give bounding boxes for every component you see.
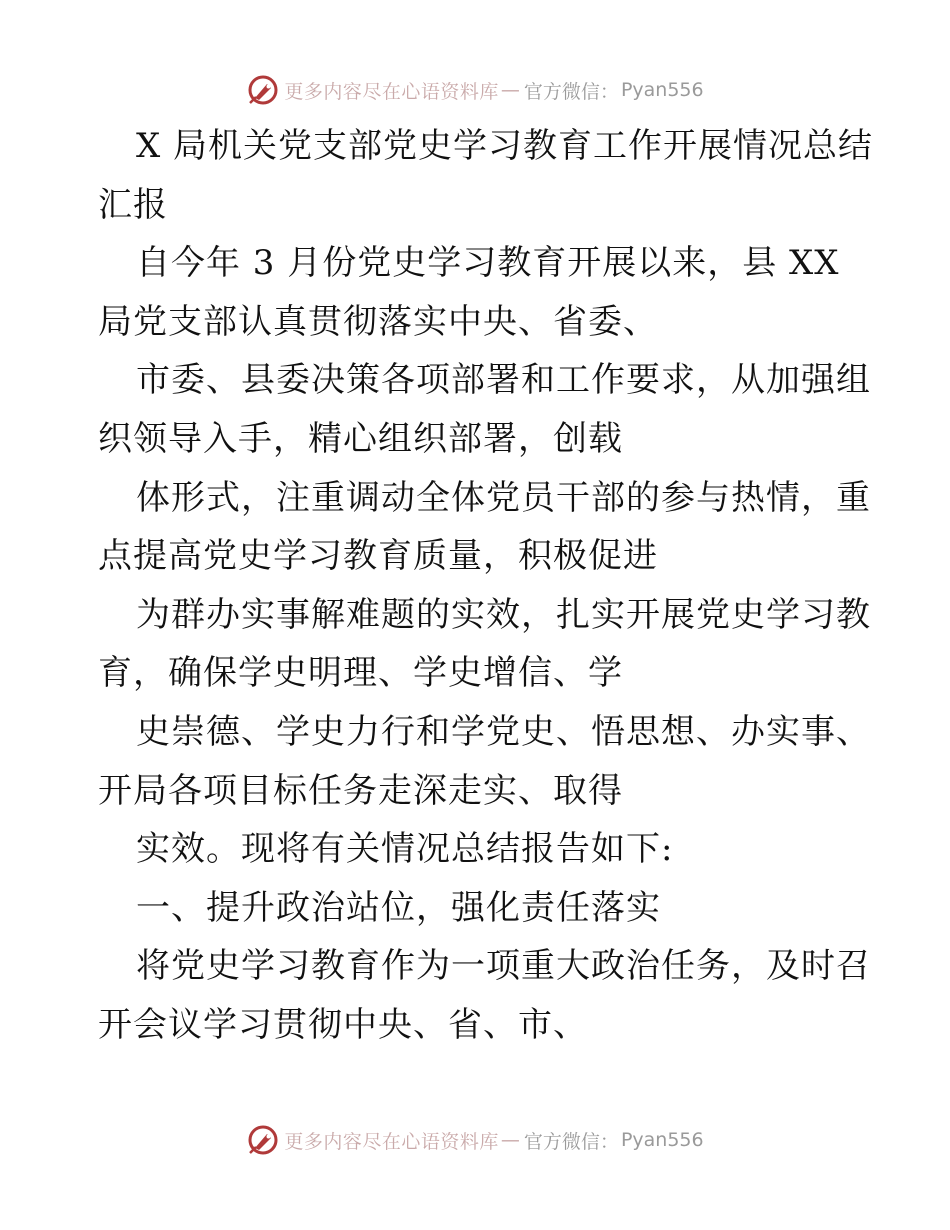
banner-wechat-id: Pyan556 [620, 79, 704, 101]
paragraph-line: 将党史学习教育作为一项重大政治任务，及时召 [136, 946, 871, 987]
paragraph-line: 点提高党史学习教育质量，积极促进 [98, 536, 658, 577]
pen-nib-logo-icon [246, 73, 280, 107]
paragraph-line: 自今年 3 月份党史学习教育开展以来，县 XX [136, 243, 840, 284]
section-heading: 一、提升政治站位，强化责任落实 [136, 887, 661, 928]
paragraph-line: 实效。现将有关情况总结报告如下: [136, 829, 674, 870]
pen-nib-logo-icon [246, 1123, 280, 1157]
paragraph-line: 为群办实事解难题的实效，扎实开展党史学习教 [136, 594, 871, 635]
banner-site-text: 更多内容尽在心语资料库 [284, 80, 499, 103]
banner-wechat-label: 官方微信： [523, 80, 619, 103]
paragraph-line: 市委、县委决策各项部署和工作要求，从加强组 [136, 360, 871, 401]
document-body [98, 124, 874, 1062]
banner-wechat-id: Pyan556 [620, 1129, 704, 1151]
paragraph-line: 局党支部认真贯彻落实中央、省委、 [98, 301, 658, 342]
document-title-line: X 局机关党支部党史学习教育工作开展情况总结 [136, 126, 874, 166]
paragraph-line: 育，确保学史明理、学史增信、学 [98, 653, 623, 694]
document-title-line: 汇报 [98, 184, 168, 225]
paragraph-line: 开会议学习贯彻中央、省、市、 [98, 1004, 588, 1045]
banner-site-text: 更多内容尽在心语资料库 [284, 1130, 499, 1153]
banner-separator: — [500, 79, 520, 101]
paragraph-line: 开局各项目标任务走深走实、取得 [98, 770, 623, 811]
banner-separator: — [500, 1129, 520, 1151]
paragraph-line: 体形式，注重调动全体党员干部的参与热情，重 [136, 477, 871, 518]
banner-wechat-label: 官方微信： [523, 1130, 619, 1153]
paragraph-line: 史崇德、学史力行和学党史、悟思想、办实事、 [136, 711, 871, 752]
paragraph-line: 织领导入手，精心组织部署，创载 [98, 418, 623, 459]
footer-watermark-banner [0, 1120, 950, 1160]
header-watermark-banner [0, 70, 950, 110]
